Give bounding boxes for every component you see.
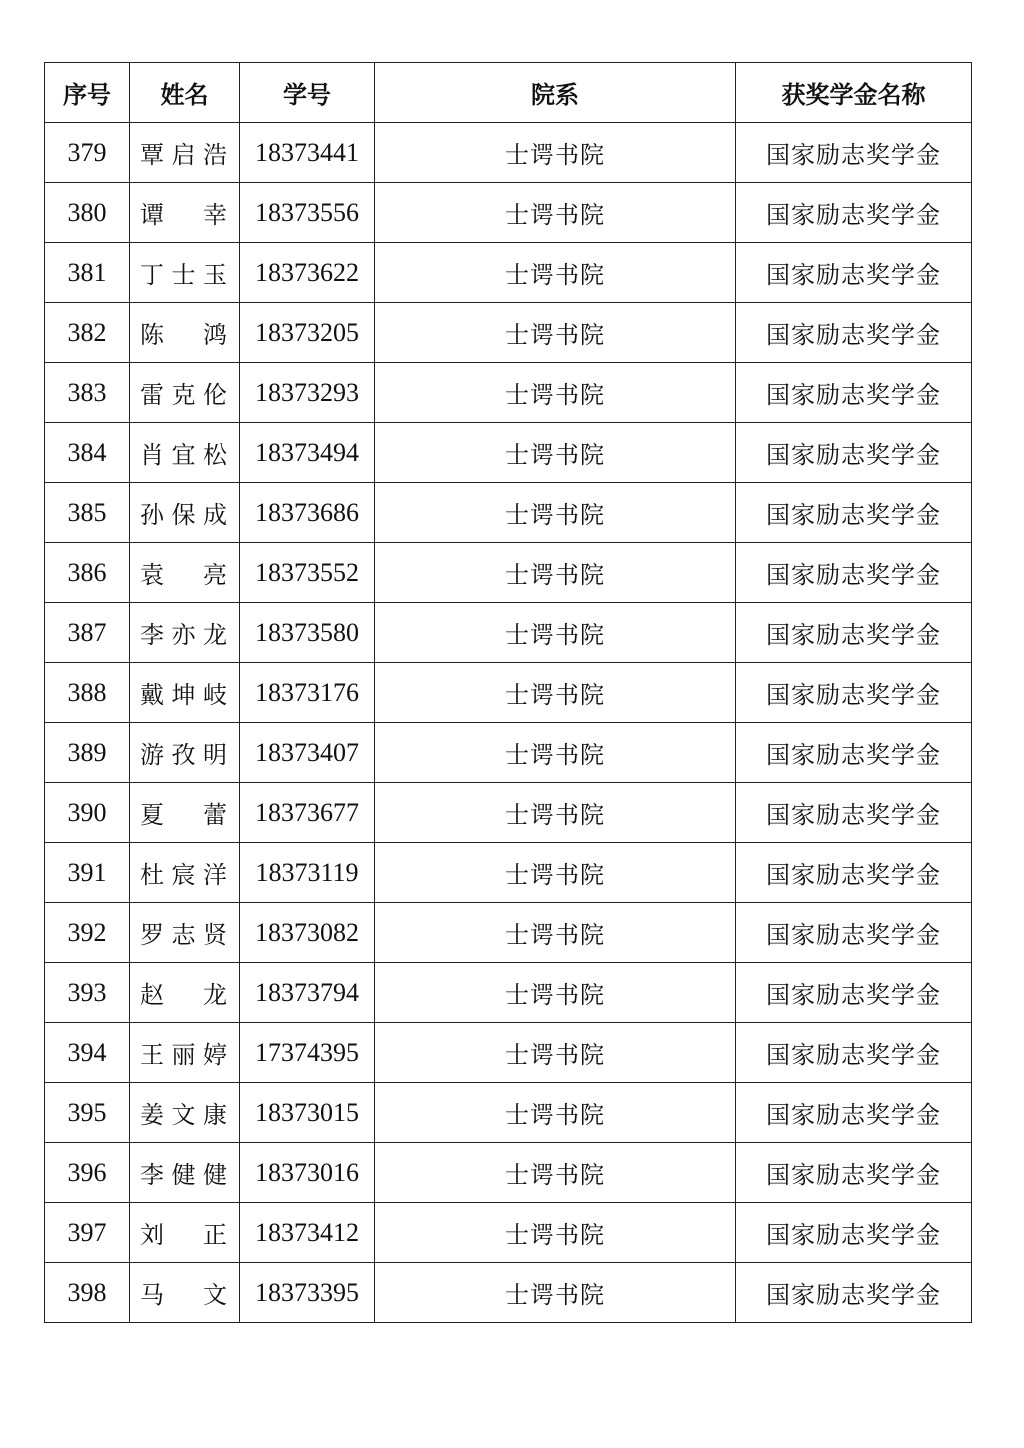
cell-name: 孙保成	[130, 483, 240, 543]
cell-student-id: 18373293	[240, 363, 375, 423]
cell-student-id: 18373119	[240, 843, 375, 903]
cell-scholarship-name: 国家励志奖学金	[736, 303, 972, 363]
cell-serial-number: 381	[45, 243, 130, 303]
table-header-row	[45, 63, 972, 123]
cell-student-id: 18373441	[240, 123, 375, 183]
cell-scholarship-name: 国家励志奖学金	[736, 363, 972, 423]
cell-department: 士谔书院	[375, 183, 736, 243]
cell-serial-number: 394	[45, 1023, 130, 1083]
header-serial-number: 序号	[45, 63, 130, 123]
table-row	[45, 903, 972, 963]
cell-scholarship-name: 国家励志奖学金	[736, 243, 972, 303]
cell-serial-number: 393	[45, 963, 130, 1023]
cell-name: 覃启浩	[130, 123, 240, 183]
cell-student-id: 17374395	[240, 1023, 375, 1083]
cell-name: 王丽婷	[130, 1023, 240, 1083]
cell-student-id: 18373395	[240, 1263, 375, 1323]
cell-name: 游孜明	[130, 723, 240, 783]
table-row	[45, 843, 972, 903]
cell-scholarship-name: 国家励志奖学金	[736, 123, 972, 183]
cell-scholarship-name: 国家励志奖学金	[736, 1143, 972, 1203]
cell-scholarship-name: 国家励志奖学金	[736, 183, 972, 243]
cell-department: 士谔书院	[375, 903, 736, 963]
cell-student-id: 18373552	[240, 543, 375, 603]
cell-scholarship-name: 国家励志奖学金	[736, 603, 972, 663]
table-row	[45, 423, 972, 483]
cell-serial-number: 395	[45, 1083, 130, 1143]
cell-serial-number: 383	[45, 363, 130, 423]
cell-scholarship-name: 国家励志奖学金	[736, 1263, 972, 1323]
cell-serial-number: 391	[45, 843, 130, 903]
cell-scholarship-name: 国家励志奖学金	[736, 1083, 972, 1143]
cell-name: 陈 鸿	[130, 303, 240, 363]
table-row	[45, 543, 972, 603]
cell-name: 刘 正	[130, 1203, 240, 1263]
cell-department: 士谔书院	[375, 663, 736, 723]
cell-serial-number: 398	[45, 1263, 130, 1323]
cell-department: 士谔书院	[375, 423, 736, 483]
cell-scholarship-name: 国家励志奖学金	[736, 1203, 972, 1263]
table-row	[45, 243, 972, 303]
table-row	[45, 1023, 972, 1083]
cell-department: 士谔书院	[375, 303, 736, 363]
cell-scholarship-name: 国家励志奖学金	[736, 483, 972, 543]
scholarship-list-page	[44, 62, 971, 1323]
cell-name: 丁士玉	[130, 243, 240, 303]
cell-serial-number: 390	[45, 783, 130, 843]
header-name: 姓名	[130, 63, 240, 123]
table-row	[45, 303, 972, 363]
cell-scholarship-name: 国家励志奖学金	[736, 723, 972, 783]
cell-name: 谭 幸	[130, 183, 240, 243]
cell-student-id: 18373794	[240, 963, 375, 1023]
cell-serial-number: 384	[45, 423, 130, 483]
table-row	[45, 183, 972, 243]
cell-department: 士谔书院	[375, 123, 736, 183]
cell-name: 戴坤岐	[130, 663, 240, 723]
cell-serial-number: 385	[45, 483, 130, 543]
cell-name: 李健健	[130, 1143, 240, 1203]
cell-serial-number: 382	[45, 303, 130, 363]
cell-department: 士谔书院	[375, 543, 736, 603]
cell-department: 士谔书院	[375, 1263, 736, 1323]
table-row	[45, 603, 972, 663]
cell-serial-number: 379	[45, 123, 130, 183]
cell-student-id: 18373556	[240, 183, 375, 243]
cell-department: 士谔书院	[375, 963, 736, 1023]
cell-scholarship-name: 国家励志奖学金	[736, 843, 972, 903]
cell-student-id: 18373622	[240, 243, 375, 303]
table-row	[45, 723, 972, 783]
cell-serial-number: 387	[45, 603, 130, 663]
cell-serial-number: 388	[45, 663, 130, 723]
cell-scholarship-name: 国家励志奖学金	[736, 423, 972, 483]
cell-student-id: 18373082	[240, 903, 375, 963]
cell-department: 士谔书院	[375, 1023, 736, 1083]
cell-scholarship-name: 国家励志奖学金	[736, 1023, 972, 1083]
table-body	[45, 123, 972, 1323]
cell-serial-number: 380	[45, 183, 130, 243]
cell-name: 肖宜松	[130, 423, 240, 483]
table-row	[45, 1143, 972, 1203]
cell-department: 士谔书院	[375, 1203, 736, 1263]
cell-department: 士谔书院	[375, 603, 736, 663]
scholarship-table	[44, 62, 972, 1323]
cell-student-id: 18373412	[240, 1203, 375, 1263]
cell-serial-number: 392	[45, 903, 130, 963]
cell-scholarship-name: 国家励志奖学金	[736, 783, 972, 843]
cell-name: 雷克伦	[130, 363, 240, 423]
table-row	[45, 1083, 972, 1143]
cell-name: 李亦龙	[130, 603, 240, 663]
cell-department: 士谔书院	[375, 483, 736, 543]
cell-name: 罗志贤	[130, 903, 240, 963]
cell-student-id: 18373494	[240, 423, 375, 483]
cell-student-id: 18373176	[240, 663, 375, 723]
cell-department: 士谔书院	[375, 1083, 736, 1143]
cell-department: 士谔书院	[375, 843, 736, 903]
cell-scholarship-name: 国家励志奖学金	[736, 963, 972, 1023]
cell-student-id: 18373677	[240, 783, 375, 843]
cell-student-id: 18373580	[240, 603, 375, 663]
cell-name: 夏 蕾	[130, 783, 240, 843]
cell-department: 士谔书院	[375, 1143, 736, 1203]
header-student-id: 学号	[240, 63, 375, 123]
cell-name: 袁 亮	[130, 543, 240, 603]
cell-department: 士谔书院	[375, 363, 736, 423]
cell-name: 马 文	[130, 1263, 240, 1323]
cell-department: 士谔书院	[375, 783, 736, 843]
cell-department: 士谔书院	[375, 243, 736, 303]
table-row	[45, 1203, 972, 1263]
table-row	[45, 1263, 972, 1323]
cell-name: 杜宸洋	[130, 843, 240, 903]
cell-student-id: 18373407	[240, 723, 375, 783]
table-row	[45, 363, 972, 423]
cell-scholarship-name: 国家励志奖学金	[736, 663, 972, 723]
cell-name: 赵 龙	[130, 963, 240, 1023]
header-department: 院系	[375, 63, 736, 123]
table-row	[45, 783, 972, 843]
cell-student-id: 18373205	[240, 303, 375, 363]
header-scholarship-name: 获奖学金名称	[736, 63, 972, 123]
cell-scholarship-name: 国家励志奖学金	[736, 543, 972, 603]
cell-department: 士谔书院	[375, 723, 736, 783]
table-row	[45, 483, 972, 543]
cell-scholarship-name: 国家励志奖学金	[736, 903, 972, 963]
cell-student-id: 18373015	[240, 1083, 375, 1143]
cell-serial-number: 386	[45, 543, 130, 603]
cell-student-id: 18373016	[240, 1143, 375, 1203]
table-row	[45, 963, 972, 1023]
cell-serial-number: 397	[45, 1203, 130, 1263]
cell-serial-number: 389	[45, 723, 130, 783]
cell-student-id: 18373686	[240, 483, 375, 543]
cell-name: 姜文康	[130, 1083, 240, 1143]
cell-serial-number: 396	[45, 1143, 130, 1203]
table-row	[45, 663, 972, 723]
table-row	[45, 123, 972, 183]
